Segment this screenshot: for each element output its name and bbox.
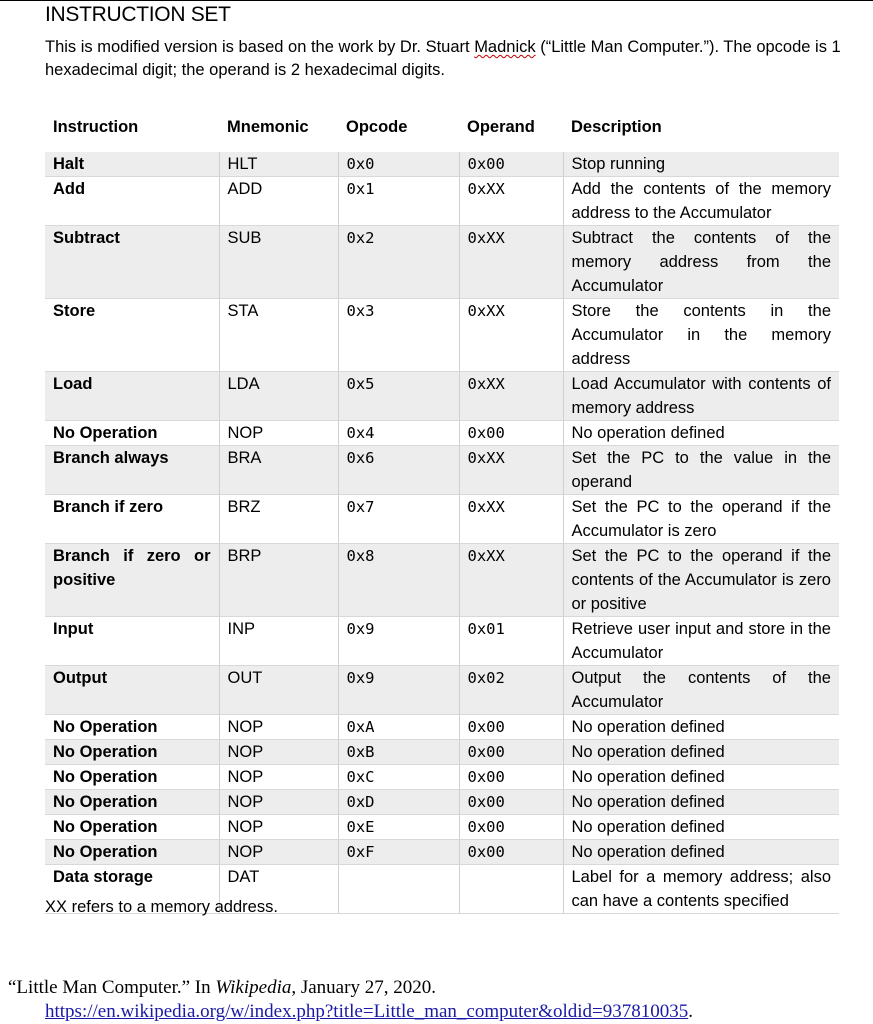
cell-instruction: Add: [45, 177, 219, 226]
citation-link[interactable]: [8, 1000, 868, 1024]
table-row: [45, 495, 839, 544]
cell-opcode: 0x9: [338, 666, 459, 715]
cell-operand: 0x00: [459, 815, 563, 840]
top-rule: [0, 0, 873, 1]
citation-url[interactable]: https://en.wikipedia.org/w/index.php?title=Little_man_computer&oldid=937810035: [45, 1001, 689, 1022]
cell-instruction: Store: [45, 299, 219, 372]
cell-opcode: 0x3: [338, 299, 459, 372]
citation: [8, 976, 868, 1024]
header-mnemonic: Mnemonic: [219, 108, 338, 149]
cell-opcode: 0xF: [338, 840, 459, 865]
table-row: [45, 840, 839, 865]
cell-instruction: No Operation: [45, 815, 219, 840]
cell-opcode: 0xE: [338, 815, 459, 840]
cell-opcode: 0x9: [338, 617, 459, 666]
table-row: [45, 372, 839, 421]
cell-description: No operation defined: [563, 421, 839, 446]
table-row: [45, 815, 839, 840]
table-header-row: [45, 108, 839, 149]
table-row: [45, 177, 839, 226]
cell-description: Stop running: [563, 149, 839, 177]
intro-spellcheck-word: Madnick: [474, 38, 536, 56]
cell-mnemonic: BRZ: [219, 495, 338, 544]
header-instruction: Instruction: [45, 108, 219, 149]
cell-mnemonic: BRA: [219, 446, 338, 495]
cell-instruction: Halt: [45, 149, 219, 177]
cell-opcode: 0x5: [338, 372, 459, 421]
cell-operand: 0xXX: [459, 177, 563, 226]
cell-mnemonic: HLT: [219, 149, 338, 177]
table-body: [45, 149, 839, 914]
cell-opcode: 0x0: [338, 149, 459, 177]
cell-description: Set the PC to the operand if the contents of the Accumulator is zero or positive: [563, 544, 839, 617]
cell-operand: 0xXX: [459, 226, 563, 299]
cell-description: No operation defined: [563, 765, 839, 790]
intro-text-before: This is modified version is based on the work by Dr. Stuart: [45, 38, 475, 56]
table-row: [45, 715, 839, 740]
header-operand: Operand: [459, 108, 563, 149]
cell-instruction: Subtract: [45, 226, 219, 299]
cell-description: No operation defined: [563, 740, 839, 765]
cell-instruction: No Operation: [45, 421, 219, 446]
cell-description: Load Accumulator with contents of memory address: [563, 372, 839, 421]
cell-operand: 0x01: [459, 617, 563, 666]
table-row: [45, 149, 839, 177]
cell-description: Set the PC to the value in the operand: [563, 446, 839, 495]
cell-instruction: Data storage: [45, 865, 219, 914]
table-row: [45, 226, 839, 299]
table-row: [45, 740, 839, 765]
cell-description: No operation defined: [563, 815, 839, 840]
cell-opcode: 0x2: [338, 226, 459, 299]
table-row: [45, 544, 839, 617]
cell-mnemonic: ADD: [219, 177, 338, 226]
cell-operand: 0xXX: [459, 544, 563, 617]
cell-operand: 0x00: [459, 740, 563, 765]
citation-text-before: “Little Man Computer.” In: [8, 977, 216, 998]
cell-mnemonic: BRP: [219, 544, 338, 617]
cell-instruction: Branch if zero: [45, 495, 219, 544]
header-description: Description: [563, 108, 839, 149]
section-title: INSTRUCTION SET: [45, 3, 231, 26]
cell-instruction: Load: [45, 372, 219, 421]
cell-operand: 0x00: [459, 765, 563, 790]
cell-description: Set the PC to the operand if the Accumulator is zero: [563, 495, 839, 544]
table-row: [45, 765, 839, 790]
cell-opcode: 0xA: [338, 715, 459, 740]
table-row: [45, 790, 839, 815]
cell-instruction: No Operation: [45, 790, 219, 815]
cell-mnemonic: NOP: [219, 765, 338, 790]
cell-instruction: No Operation: [45, 840, 219, 865]
cell-instruction: Branch always: [45, 446, 219, 495]
cell-operand: 0x00: [459, 840, 563, 865]
cell-description: Output the contents of the Accumulator: [563, 666, 839, 715]
cell-operand: 0x00: [459, 790, 563, 815]
cell-opcode: 0x4: [338, 421, 459, 446]
cell-description: Label for a memory address; also can have a contents specified: [563, 865, 839, 914]
intro-paragraph: [45, 36, 873, 82]
citation-text-after: , January 27, 2020.: [291, 977, 436, 998]
cell-operand: 0xXX: [459, 446, 563, 495]
cell-operand: 0xXX: [459, 495, 563, 544]
table-row: [45, 666, 839, 715]
cell-mnemonic: NOP: [219, 840, 338, 865]
cell-instruction: Branch if zero or positive: [45, 544, 219, 617]
cell-instruction: No Operation: [45, 740, 219, 765]
cell-description: No operation defined: [563, 715, 839, 740]
cell-opcode: 0x1: [338, 177, 459, 226]
cell-mnemonic: NOP: [219, 790, 338, 815]
cell-mnemonic: NOP: [219, 740, 338, 765]
cell-description: Store the contents in the Accumulator in the memory address: [563, 299, 839, 372]
cell-operand: 0xXX: [459, 299, 563, 372]
cell-mnemonic: NOP: [219, 815, 338, 840]
footnote: XX refers to a memory address.: [45, 898, 278, 916]
cell-opcode: 0xC: [338, 765, 459, 790]
cell-operand: 0x02: [459, 666, 563, 715]
cell-operand: 0x00: [459, 421, 563, 446]
cell-operand: [459, 865, 563, 914]
cell-mnemonic: DAT: [219, 865, 338, 914]
cell-mnemonic: INP: [219, 617, 338, 666]
cell-mnemonic: OUT: [219, 666, 338, 715]
cell-operand: 0x00: [459, 149, 563, 177]
cell-instruction: No Operation: [45, 715, 219, 740]
cell-opcode: 0xB: [338, 740, 459, 765]
table-row: [45, 617, 839, 666]
citation-italic: Wikipedia: [215, 977, 292, 998]
cell-opcode: 0xD: [338, 790, 459, 815]
table-row: [45, 446, 839, 495]
table-row: [45, 299, 839, 372]
instruction-table: [45, 108, 839, 914]
cell-mnemonic: SUB: [219, 226, 338, 299]
cell-description: Retrieve user input and store in the Accumulator: [563, 617, 839, 666]
cell-mnemonic: LDA: [219, 372, 338, 421]
cell-opcode: 0x7: [338, 495, 459, 544]
cell-mnemonic: NOP: [219, 715, 338, 740]
cell-description: No operation defined: [563, 840, 839, 865]
cell-instruction: Input: [45, 617, 219, 666]
intro-text-after: (“Little Man Computer.”). The opcode is 1 hexadecimal digit; the operand is 2 hexadecimal digits.: [45, 38, 841, 79]
table-row: [45, 421, 839, 446]
cell-opcode: 0x6: [338, 446, 459, 495]
cell-description: No operation defined: [563, 790, 839, 815]
cell-mnemonic: NOP: [219, 421, 338, 446]
cell-description: Add the contents of the memory address to the Accumulator: [563, 177, 839, 226]
cell-opcode: [338, 865, 459, 914]
cell-instruction: No Operation: [45, 765, 219, 790]
citation-line: [8, 976, 868, 1000]
header-opcode: Opcode: [338, 108, 459, 149]
cell-mnemonic: STA: [219, 299, 338, 372]
cell-operand: 0x00: [459, 715, 563, 740]
cell-instruction: Output: [45, 666, 219, 715]
citation-url-period: .: [688, 1001, 693, 1022]
cell-operand: 0xXX: [459, 372, 563, 421]
cell-description: Subtract the contents of the memory address from the Accumulator: [563, 226, 839, 299]
cell-opcode: 0x8: [338, 544, 459, 617]
